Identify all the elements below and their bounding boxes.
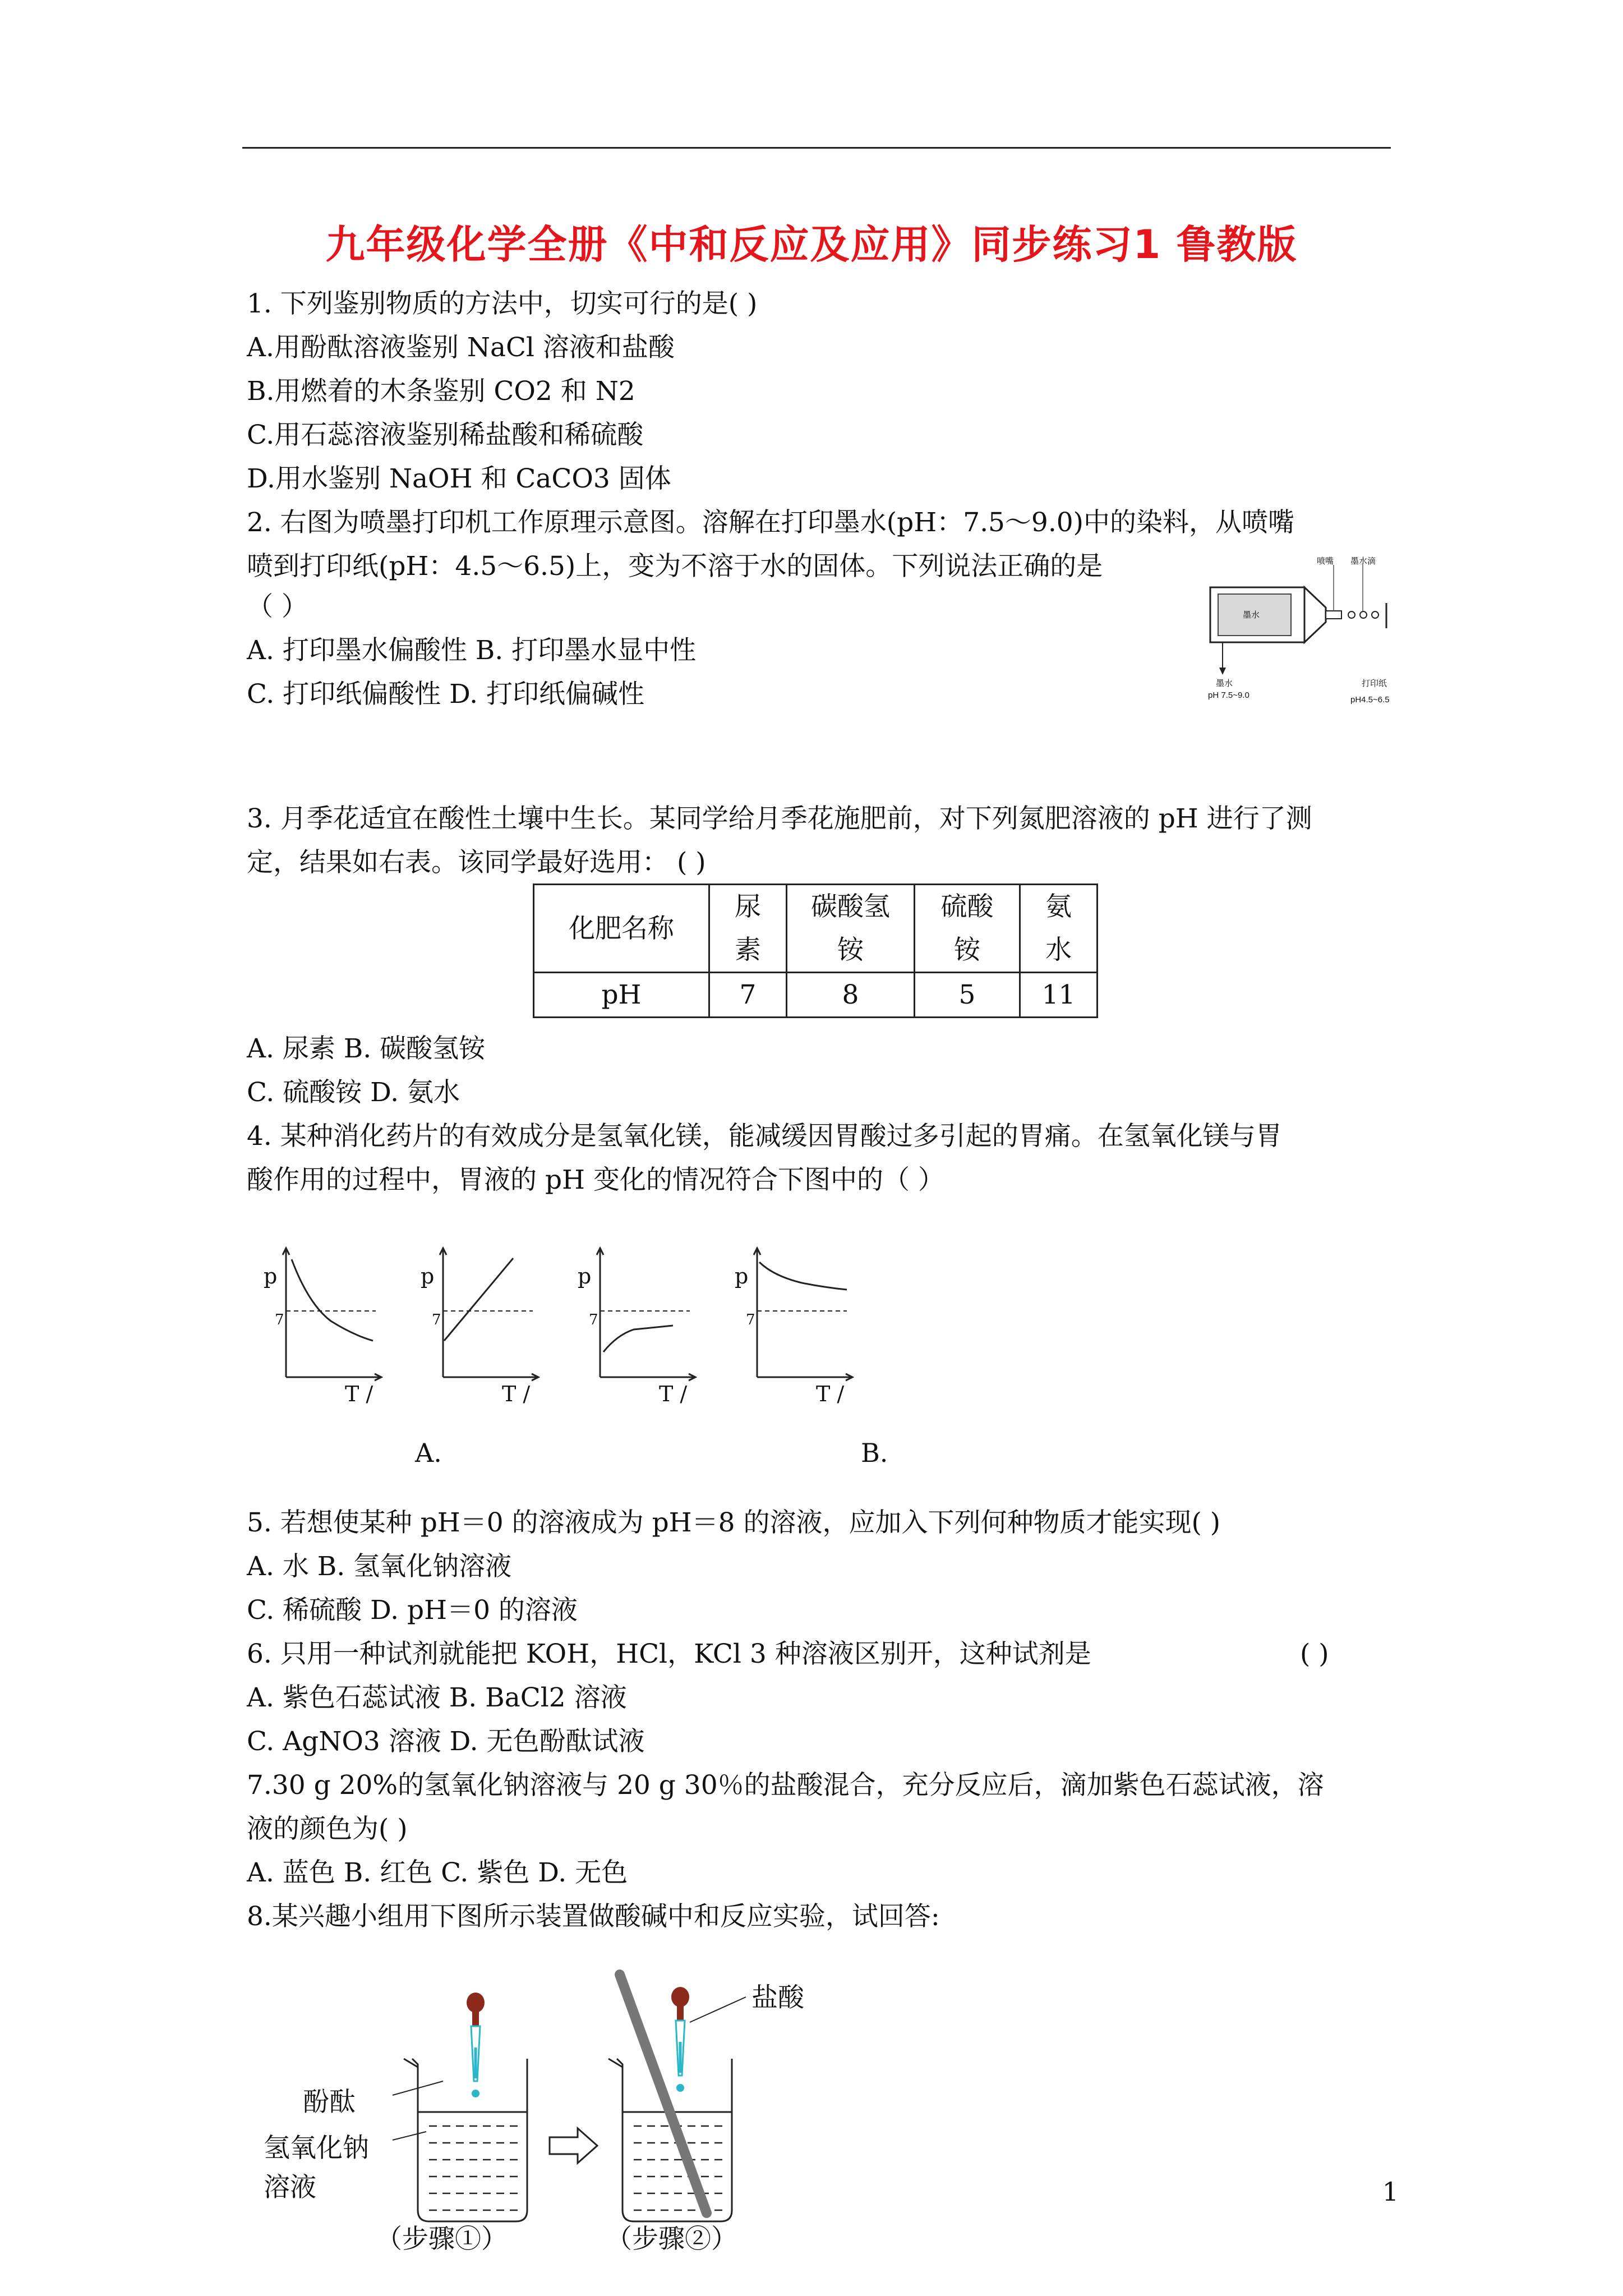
graph2-y-label: p — [421, 1264, 435, 1289]
paper-label: 打印纸 — [1362, 679, 1387, 688]
q3-options-row2: C. 硫酸铵 D. 氨水 — [247, 1077, 460, 1108]
ink-drop-label: 墨水滴 — [1350, 556, 1376, 566]
q4-choice-b: B. — [861, 1438, 888, 1468]
table-cell: 5 — [915, 973, 1020, 1018]
table-row — [534, 885, 1098, 973]
graph1-y-label: p — [264, 1264, 278, 1289]
q3-stem-line2: 定，结果如右表。该同学最好选用： ( ) — [247, 847, 706, 878]
q6-stem: 6. 只用一种试剂就能把 KOH，HCl，KCl 3 种溶液区别开，这种试剂是 — [247, 1639, 1091, 1669]
q4-stem-line2: 酸作用的过程中，胃液的 pH 变化的情况符合下图中的（ ） — [247, 1165, 944, 1195]
q5-stem: 5. 若想使某种 pH＝0 的溶液成为 pH＝8 的溶液，应加入下列何种物质才能实现( ) — [247, 1507, 1221, 1538]
q4-choice-a: A. — [415, 1438, 442, 1468]
inkjet-printer-diagram — [1206, 553, 1391, 726]
q2-options-row2: C. 打印纸偏酸性 D. 打印纸偏碱性 — [247, 679, 644, 710]
q1-option-c: C.用石蕊溶液鉴别稀盐酸和稀硫酸 — [247, 420, 644, 450]
q2-blank: （ ） — [247, 591, 308, 622]
step2-caption: （步骤②） — [606, 2224, 737, 2254]
graph3-y-label: p — [578, 1264, 592, 1289]
graph4-x-label: T / — [816, 1382, 845, 1406]
graph1-tick: 7 — [275, 1312, 284, 1328]
graph3-tick: 7 — [589, 1312, 598, 1328]
nozzle-label: 喷嘴 — [1317, 556, 1334, 566]
table-cell: 氨 水 — [1020, 885, 1098, 973]
q1-option-b: B.用燃着的木条鉴别 CO2 和 N2 — [247, 376, 635, 407]
ph-graphs — [264, 1243, 880, 1411]
ink-ph-label: pH 7.5~9.0 — [1208, 691, 1249, 700]
header-rule — [242, 147, 1391, 149]
q5-options-row2: C. 稀硫酸 D. pH＝0 的溶液 — [247, 1595, 578, 1626]
q4-stem-line1: 4. 某种消化药片的有效成分是氢氧化镁，能减缓因胃酸过多引起的胃痛。在氢氧化镁与胃 — [247, 1121, 1282, 1152]
table-cell: 碳酸氢 铵 — [787, 885, 915, 973]
q1-option-a: A.用酚酞溶液鉴别 NaCl 溶液和盐酸 — [247, 332, 675, 363]
table-cell: 尿 素 — [709, 885, 787, 973]
q1-stem: 1. 下列鉴别物质的方法中，切实可行的是( ) — [247, 288, 758, 319]
q1-option-d: D.用水鉴别 NaOH 和 CaCO3 固体 — [247, 463, 671, 494]
q3-options-row1: A. 尿素 B. 碳酸氢铵 — [247, 1033, 486, 1064]
table-cell: 硫酸 铵 — [915, 885, 1020, 973]
page-title: 九年级化学全册《中和反应及应用》同步练习1 鲁教版 — [325, 222, 1298, 268]
q2-options-row1: A. 打印墨水偏酸性 B. 打印墨水显中性 — [247, 635, 697, 666]
table-header-cell: 化肥名称 — [534, 885, 709, 973]
q6-blank: ( ) — [1300, 1639, 1329, 1669]
graph2-tick: 7 — [432, 1312, 441, 1328]
graph1-x-label: T / — [345, 1382, 374, 1406]
q6-options-row1: A. 紫色石蕊试液 B. BaCl2 溶液 — [247, 1682, 627, 1713]
q7-options: A. 蓝色 B. 红色 C. 紫色 D. 无色 — [247, 1857, 628, 1888]
table-row — [534, 973, 1098, 1018]
neutralization-apparatus — [258, 1963, 931, 2266]
table-cell: 11 — [1020, 973, 1098, 1018]
fertilizer-ph-table — [533, 884, 1098, 1018]
phenolphthalein-label: 酚酞 — [303, 2087, 356, 2118]
q7-stem-line1: 7.30 g 20%的氢氧化钠溶液与 20 g 30％的盐酸混合，充分反应后，滴加紫色石蕊试液，溶 — [247, 1770, 1324, 1801]
naoh-label-line2: 溶液 — [264, 2172, 316, 2203]
step1-caption: （步骤①） — [376, 2224, 508, 2254]
table-header-cell: pH — [534, 973, 709, 1018]
q7-stem-line2: 液的颜色为( ) — [247, 1814, 408, 1844]
table-cell: 7 — [709, 973, 787, 1018]
graph3-x-label: T / — [659, 1382, 688, 1406]
q8-stem: 8.某兴趣小组用下图所示装置做酸碱中和反应实验，试回答: — [247, 1901, 940, 1932]
ink-label: 墨水 — [1216, 679, 1233, 688]
naoh-label-line1: 氢氧化钠 — [264, 2133, 369, 2164]
page-number: 1 — [1382, 2177, 1399, 2207]
q3-stem-line1: 3. 月季花适宜在酸性土壤中生长。某同学给月季花施肥前，对下列氮肥溶液的 pH 进行了测 — [247, 803, 1312, 834]
table-cell: 8 — [787, 973, 915, 1018]
graph4-y-label: p — [735, 1264, 749, 1289]
q2-stem-line1: 2. 右图为喷墨打印机工作原理示意图。溶解在打印墨水(pH：7.5～9.0)中的染料，从喷嘴 — [247, 507, 1295, 538]
hcl-label: 盐酸 — [751, 1982, 804, 2013]
q5-options-row1: A. 水 B. 氢氧化钠溶液 — [247, 1551, 512, 1582]
q2-stem-line2: 喷到打印纸(pH：4.5～6.5)上，变为不溶于水的固体。下列说法正确的是 — [247, 551, 1103, 582]
q6-options-row2: C. AgNO3 溶液 D. 无色酚酞试液 — [247, 1726, 645, 1757]
graph2-x-label: T / — [502, 1382, 531, 1406]
paper-ph-label: pH4.5~6.5 — [1350, 695, 1390, 705]
graph4-tick: 7 — [746, 1312, 755, 1328]
ink-box-label: 墨水 — [1243, 610, 1260, 620]
